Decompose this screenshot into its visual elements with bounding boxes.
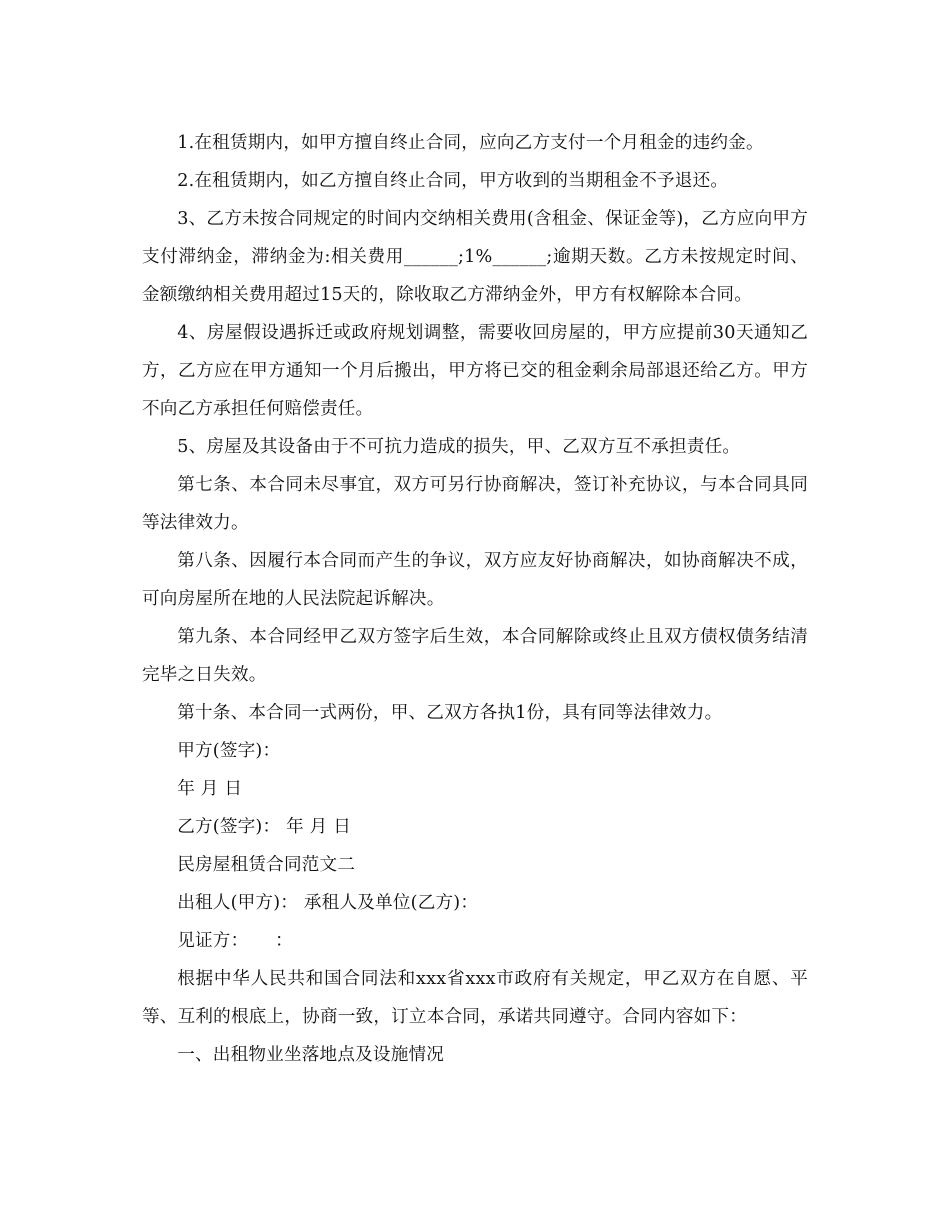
parties-line: 出租人(甲方)： 承租人及单位(乙方)：	[177, 893, 479, 913]
section-one-heading: 一、出租物业坐落地点及设施情况	[177, 1045, 445, 1065]
witness-line: 见证方： ：	[177, 931, 293, 951]
clause-demolition: 4、房屋假设遇拆迁或政府规划调整，需要收回房屋的，甲方应提前30天通知乙方，乙方应在甲方通知一个月后搬出，甲方将已交的租金剩余局部退还给乙方。甲方不向乙方承担任何赔偿责任。	[142, 323, 808, 419]
party-a-signature: 甲方(签字)：	[177, 741, 281, 761]
party-a-date: 年 月 日	[177, 779, 243, 799]
clause-late-fee: 3、乙方未按合同规定的时间内交纳相关费用(含租金、保证金等)，乙方应向甲方支付滞纳金，滞纳金为:相关费用______;1%______;逾期天数。乙方未按规定时间、金额缴纳相关费用超过15天的，除收取乙方滞纳金外，甲方有权解除本合同。	[142, 209, 808, 305]
article-eight: 第八条、因履行本合同而产生的争议，双方应友好协商解决，如协商解决不成，可向房屋所在地的人民法院起诉解决。	[142, 551, 808, 609]
article-seven: 第七条、本合同未尽事宜，双方可另行协商解决，签订补充协议，与本合同具同等法律效力。	[142, 475, 808, 533]
article-ten: 第十条、本合同一式两份，甲、乙双方各执1份，具有同等法律效力。	[177, 703, 723, 723]
preamble: 根据中华人民共和国合同法和xxx省xxx市政府有关规定，甲乙双方在自愿、平等、互利的根底上，协商一致，订立本合同，承诺共同遵守。合同内容如下：	[142, 969, 808, 1027]
sample-two-title: 民房屋租赁合同范文二	[177, 855, 356, 875]
clause-force-majeure: 5、房屋及其设备由于不可抗力造成的损失，甲、乙双方互不承担责任。	[177, 437, 741, 457]
article-nine: 第九条、本合同经甲乙双方签字后生效，本合同解除或终止且双方债权债务结清完毕之日失效。	[142, 627, 808, 685]
clause-termination-by-lessor: 1.在租赁期内，如甲方擅自终止合同，应向乙方支付一个月租金的违约金。	[177, 133, 764, 153]
clause-termination-by-lessee: 2.在租赁期内，如乙方擅自终止合同，甲方收到的当期租金不予退还。	[177, 171, 729, 191]
party-b-signature: 乙方(签字)： 年 月 日	[177, 817, 352, 837]
document-body	[142, 124, 808, 1074]
